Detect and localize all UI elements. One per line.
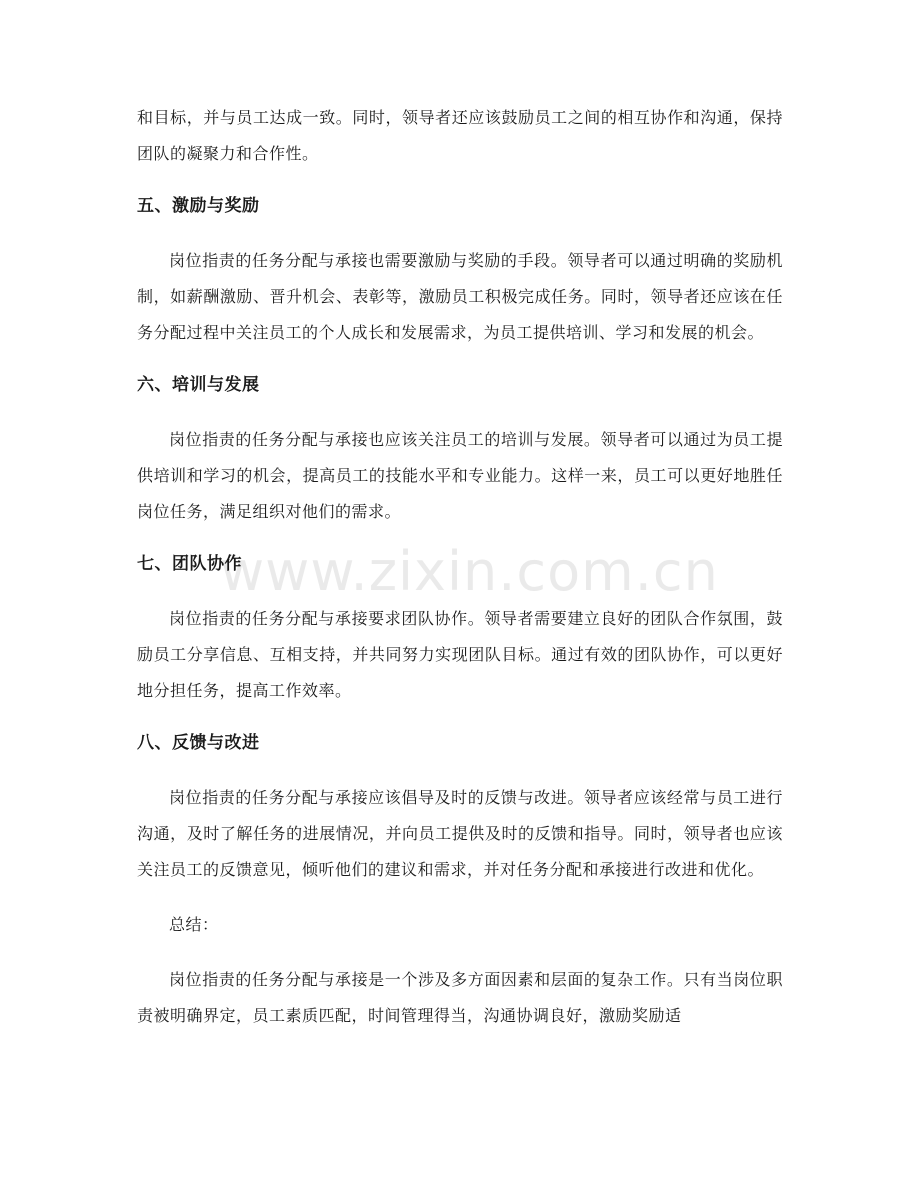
- section-body-6: 岗位指责的任务分配与承接也应该关注员工的培训与发展。领导者可以通过为员工提供培训和学习的机会，提高员工的技能水平和专业能力。这样一来，员工可以更好地胜任岗位任务，满足组织对他们的需求。: [137, 430, 783, 521]
- watermark: www.zixin.com.cn: [220, 540, 719, 603]
- section-heading-5: 五、激励与奖励: [137, 196, 260, 216]
- section-body-8: 岗位指责的任务分配与承接应该倡导及时的反馈与改进。领导者应该经常与员工进行沟通，及时了解任务的进展情况，并向员工提供及时的反馈和指导。同时，领导者也应该关注员工的反馈意见，倾听他们的建议和需求，并对任务分配和承接进行改进和优化。: [137, 788, 783, 879]
- section-body-7: 岗位指责的任务分配与承接要求团队协作。领导者需要建立良好的团队合作氛围，鼓励员工分享信息、互相支持，并共同努力实现团队目标。通过有效的团队协作，可以更好地分担任务，提高工作效率。: [137, 609, 783, 700]
- document-body: [137, 100, 783, 1034]
- section-heading-8: 八、反馈与改进: [137, 733, 260, 753]
- summary-paragraph: 岗位指责的任务分配与承接是一个涉及多方面因素和层面的复杂工作。只有当岗位职责被明确界定，员工素质匹配，时间管理得当，沟通协调良好，激励奖励适: [137, 970, 783, 1025]
- intro-paragraph: 和目标，并与员工达成一致。同时，领导者还应该鼓励员工之间的相互协作和沟通，保持团队的凝聚力和合作性。: [137, 108, 783, 163]
- section-body-5: 岗位指责的任务分配与承接也需要激励与奖励的手段。领导者可以通过明确的奖励机制，如薪酬激励、晋升机会、表彰等，激励员工积极完成任务。同时，领导者还应该在任务分配过程中关注员工的个人成长和发展需求，为员工提供培训、学习和发展的机会。: [137, 251, 783, 342]
- summary-label: 总结：: [169, 915, 219, 934]
- section-heading-6: 六、培训与发展: [137, 375, 260, 395]
- section-heading-7: 七、团队协作: [137, 554, 242, 574]
